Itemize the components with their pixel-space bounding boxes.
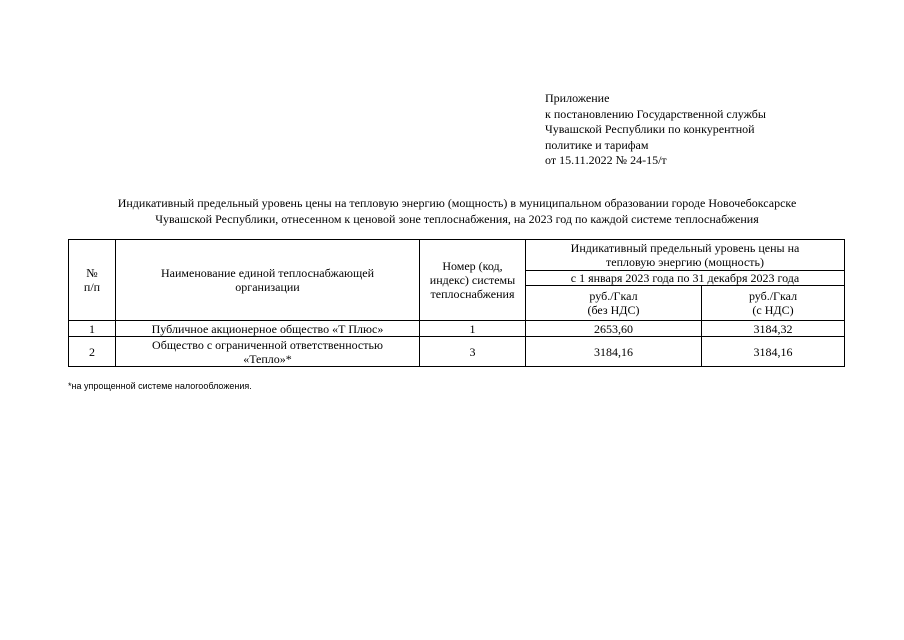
- org-line: «Тепло»*: [243, 351, 292, 366]
- org-line: Общество с ограниченной ответственностью: [152, 337, 383, 352]
- row-price-vat: 3184,16: [702, 337, 845, 367]
- unit-line: (с НДС): [752, 303, 794, 317]
- header-num-line: п/п: [83, 280, 101, 294]
- footnote: *на упрощенной системе налогообложения.: [68, 381, 252, 391]
- title-line-2: Чувашской Республики, отнесенном к ценовой зоне теплоснабжения, на 2023 год по каждой системе теплоснабжения: [155, 211, 759, 226]
- appendix-line: Приложение: [545, 91, 610, 105]
- header-price: [526, 240, 845, 271]
- header-price-line: тепловую энергию (мощность): [606, 255, 764, 269]
- header-sys-line: теплоснабжения: [430, 287, 515, 301]
- appendix-line: к постановлению Государственной службы: [545, 106, 766, 121]
- header-org-line: Наименование единой теплоснабжающей: [160, 266, 375, 280]
- tariff-table: [68, 239, 845, 367]
- title-line-1: Индикативный предельный уровень цены на тепловую энергию (мощность) в муниципальном образовании городе Новочебоксарске: [117, 196, 797, 210]
- header-org-line: организации: [235, 280, 300, 294]
- header-system: [420, 240, 526, 321]
- row-system: 3: [420, 337, 526, 367]
- appendix-line: политике и тарифам: [545, 137, 649, 152]
- unit-line: руб./Гкал: [748, 289, 798, 303]
- row-price-no-vat: 3184,16: [526, 337, 702, 367]
- row-system: 1: [420, 321, 526, 337]
- table-row: [69, 337, 845, 367]
- row-organization: [116, 337, 420, 367]
- header-sys-line: Номер (код,: [442, 259, 503, 273]
- header-organization: [116, 240, 420, 321]
- header-row: [69, 240, 845, 271]
- unit-line: руб./Гкал: [589, 289, 638, 303]
- row-num: 2: [69, 337, 116, 367]
- unit-line: (без НДС): [587, 303, 640, 317]
- document-title: [60, 196, 854, 227]
- appendix-line: Чувашской Республики по конкурентной: [545, 122, 755, 136]
- header-unit-vat: [702, 286, 845, 321]
- appendix-line: от 15.11.2022 № 24-15/т: [545, 153, 667, 167]
- table-row: [69, 321, 845, 337]
- row-price-vat: 3184,32: [702, 321, 845, 337]
- header-unit-no-vat: [526, 286, 702, 321]
- header-sys-line: индекс) системы: [429, 273, 516, 287]
- row-price-no-vat: 2653,60: [526, 321, 702, 337]
- row-num: 1: [69, 321, 116, 337]
- appendix-block: [545, 91, 766, 169]
- row-organization: Публичное акционерное общество «Т Плюс»: [116, 321, 420, 337]
- header-num: [69, 240, 116, 321]
- header-num-line: №: [86, 266, 98, 280]
- header-period: с 1 января 2023 года по 31 декабря 2023 года: [526, 271, 845, 286]
- header-price-line: Индикативный предельный уровень цены на: [570, 241, 800, 255]
